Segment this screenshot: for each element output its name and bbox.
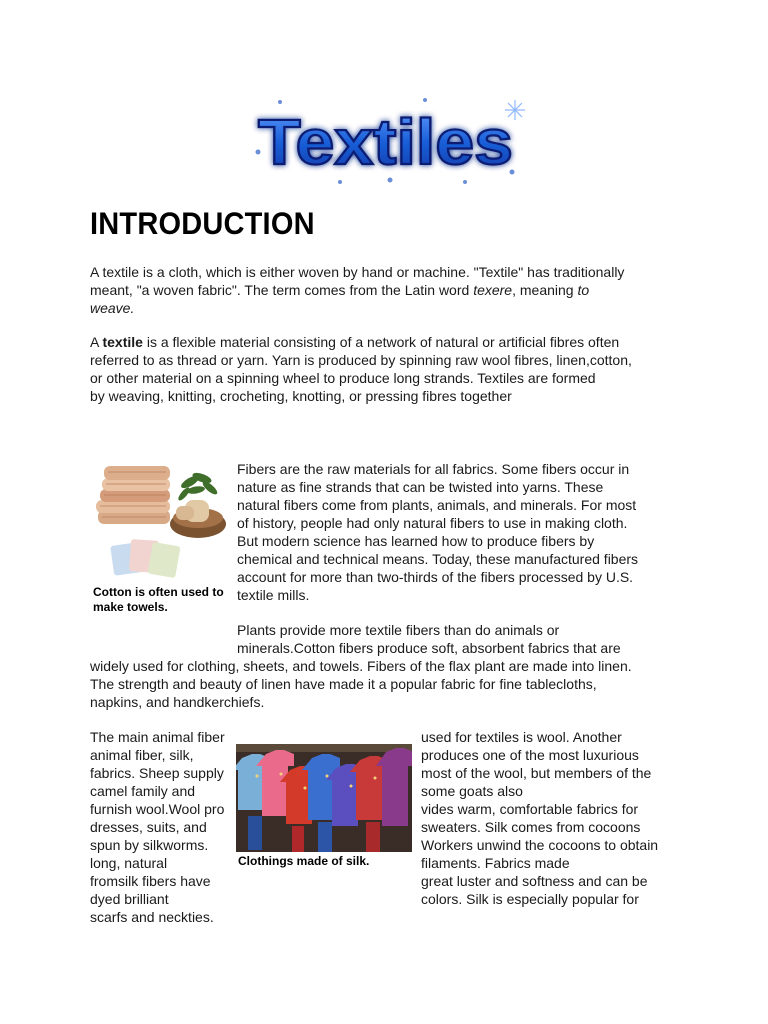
text-line: furnish wool.Wool pro [90, 801, 225, 817]
text-line: weave. [90, 300, 135, 316]
text-line: some goats also [421, 783, 523, 799]
text-line: scarfs and neckties. [90, 909, 214, 925]
text-line: natural fibers come from plants, animals, and minerals. For most [237, 497, 637, 513]
towel-stack-icon [96, 466, 170, 524]
leaves-icon [177, 471, 220, 502]
towels-image [90, 458, 230, 586]
italic-word: to [577, 282, 590, 298]
caption-line: Cotton is often used to [93, 585, 224, 599]
text-line: fabrics. Sheep supply [90, 765, 224, 781]
text-line: referred to as thread or yarn. Yarn is produced by spinning raw wool fibres, linen,cotton, [90, 352, 632, 368]
text-line: A textile is a cloth, which is either woven by hand or machine. "Textile" has traditionally [90, 264, 625, 280]
text-segment: A [90, 334, 103, 350]
text-line: or other material on a spinning wheel to produce long strands. Textiles are formed [90, 370, 596, 386]
plants-paragraph-rest [90, 657, 632, 711]
text-line: vides warm, comfortable fabrics for [421, 801, 639, 817]
silk-clothing-illustration [236, 744, 412, 852]
towels-caption [93, 585, 224, 615]
textiles-logo [250, 92, 530, 187]
text-line: colors. Silk is especially popular for [421, 891, 639, 907]
garment-icon [236, 748, 412, 826]
text-line: animal fiber, silk, [90, 747, 194, 763]
textiles-logo-graphic [250, 92, 530, 187]
text-line: But modern science has learned how to produce fibers by [237, 533, 595, 549]
text-line: napkins, and handkerchiefs. [90, 694, 265, 710]
text-line: Workers unwind the cocoons to obtain [421, 837, 659, 853]
text-line: Fibers are the raw materials for all fabrics. Some fibers occur in [237, 461, 630, 477]
text-line: dyed brilliant [90, 891, 169, 907]
fibers-paragraph [237, 460, 638, 604]
text-line: account for more than two-thirds of the fibers processed by U.S. [237, 569, 634, 585]
text-line: fromsilk fibers have [90, 873, 211, 889]
basket-icon [170, 500, 226, 538]
text-line: chemical and technical means. Today, these manufactured fibers [237, 551, 639, 567]
intro-paragraph-1 [90, 263, 690, 317]
page-title: INTRODUCTION [90, 207, 315, 242]
latin-term: texere [473, 282, 513, 298]
text-line: sweaters. Silk comes from cocoons [421, 819, 641, 835]
text-line: most of the wool, but members of the [421, 765, 652, 781]
text-line: The main animal fiber [90, 729, 225, 745]
animal-fiber-left-column [90, 728, 225, 926]
text-line: camel family and [90, 783, 196, 799]
animal-fiber-right-column [421, 728, 658, 908]
text-line: spun by silkworms. [90, 837, 209, 853]
text-segment: is a flexible material consisting of a network of natural or artificial fibres often [142, 334, 620, 350]
text-line: The strength and beauty of linen have made it a popular fabric for fine tablecloths, [90, 676, 597, 692]
intro-paragraph-2 [90, 333, 690, 405]
text-line: filaments. Fabrics made [421, 855, 570, 871]
text-line: used for textiles is wool. Another [421, 729, 622, 745]
text-line: of history, people had only natural fibers to use in making cloth. [237, 515, 628, 531]
text-line: nature as fine strands that can be twisted into yarns. These [237, 479, 604, 495]
text-line: dresses, suits, and [90, 819, 207, 835]
washcloth-icon [110, 539, 180, 578]
text-line: long, natural [90, 855, 168, 871]
text-line: minerals.Cotton fibers produce soft, absorbent fabrics that are [237, 640, 621, 656]
text-line: Plants provide more textile fibers than do animals or [237, 622, 560, 638]
caption-line: make towels. [93, 600, 168, 614]
text-line: great luster and softness and can be [421, 873, 648, 889]
text-line: widely used for clothing, sheets, and towels. Fibers of the flax plant are made into linen. [90, 658, 632, 674]
text-line: textile mills. [237, 587, 310, 603]
silk-caption: Clothings made of silk. [238, 854, 370, 868]
text-line: by weaving, knitting, crocheting, knotting, or pressing fibres together [90, 388, 512, 404]
towels-illustration [90, 458, 230, 586]
text-line: produces one of the most luxurious [421, 747, 639, 763]
logo-text: Textiles [258, 106, 513, 178]
text-line [90, 281, 690, 299]
plants-paragraph-start [237, 621, 621, 657]
silk-clothing-image [236, 744, 412, 852]
bold-term: textile [102, 334, 143, 350]
text-segment: meant, "a woven fabric". The term comes from the Latin word [90, 282, 474, 298]
text-segment: , meaning [512, 282, 578, 298]
text-line [90, 333, 690, 351]
